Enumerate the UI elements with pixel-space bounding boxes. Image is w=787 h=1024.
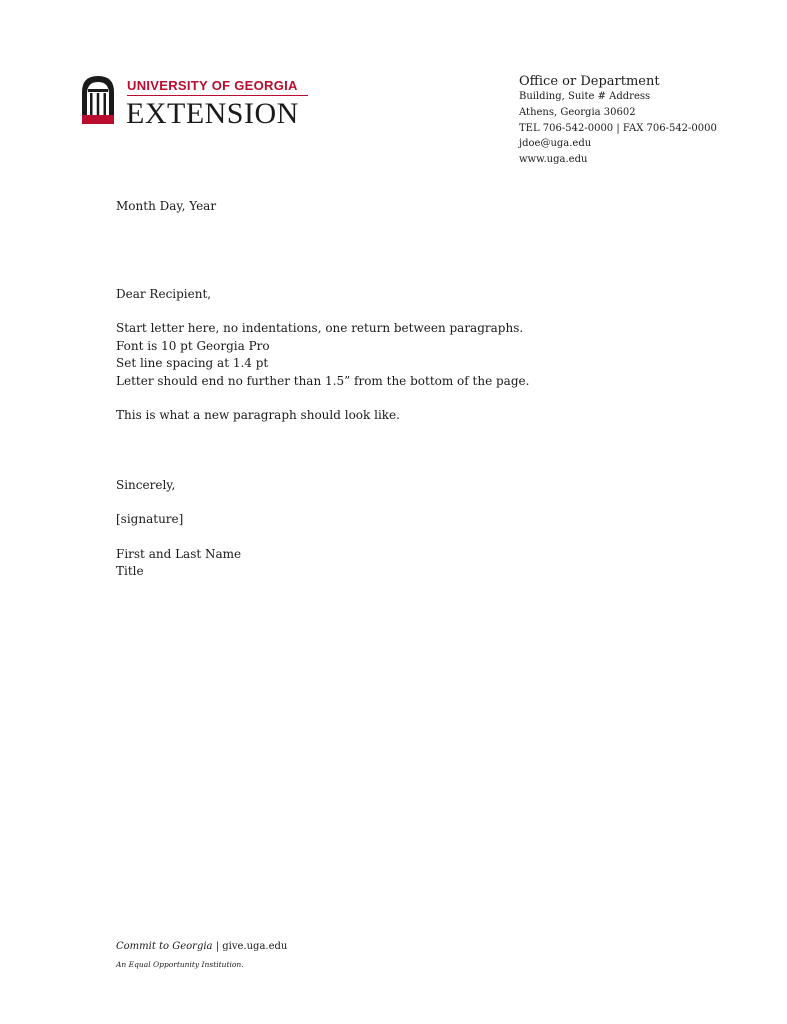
footer-giving-line — [116, 940, 287, 954]
letter-paragraph-1 — [116, 320, 676, 390]
paragraph-line: Start letter here, no indentations, one return between paragraphs. — [116, 321, 524, 335]
paragraph-line: Font is 10 pt Georgia Pro — [116, 338, 270, 353]
signer-name: First and Last Name — [116, 546, 242, 561]
signer-title: Title — [116, 564, 144, 578]
return-address — [519, 73, 717, 168]
paragraph-line: Set line spacing at 1.4 pt — [116, 356, 269, 370]
page-footer — [116, 940, 287, 971]
logo-extension-text: EXTENSION — [126, 97, 299, 130]
address-email: jdoe@uga.edu — [519, 138, 592, 149]
letter-date: Month Day, Year — [116, 199, 217, 213]
address-city: Athens, Georgia 30602 — [519, 107, 636, 118]
letter-closing: Sincerely, — [116, 477, 176, 492]
uga-extension-logo — [80, 74, 320, 128]
footer-separator: | — [212, 941, 223, 952]
address-building: Building, Suite # Address — [519, 91, 651, 102]
letter-signature-placeholder: [signature] — [116, 512, 184, 526]
letter-body — [116, 198, 676, 581]
letter-paragraph-2: This is what a new paragraph should look like. — [116, 408, 400, 422]
footer-commit-text: Commit to Georgia — [116, 941, 213, 952]
footer-give-link[interactable]: give.uga.edu — [222, 941, 288, 952]
address-phone-fax: TEL 706-542-0000 | FAX 706-542-0000 — [519, 123, 717, 134]
office-name: Office or Department — [519, 74, 660, 89]
footer-eoi-statement: An Equal Opportunity Institution. — [116, 960, 244, 969]
logo-university-text: UNIVERSITY OF GEORGIA — [127, 78, 298, 93]
paragraph-line: Letter should end no further than 1.5” from the bottom of the page. — [116, 373, 530, 388]
logo-divider — [127, 95, 308, 96]
uga-arch-icon — [80, 74, 116, 126]
address-website: www.uga.edu — [519, 154, 588, 165]
letter-salutation: Dear Recipient, — [116, 286, 212, 301]
